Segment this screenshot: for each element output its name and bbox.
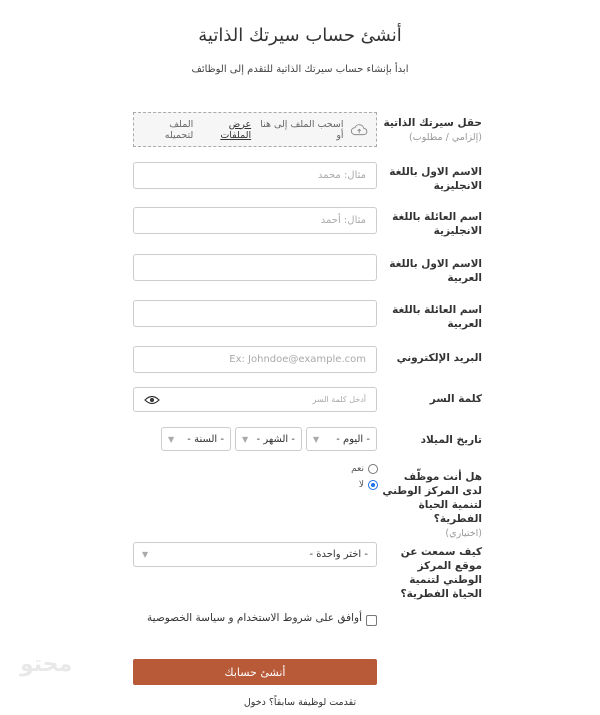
year-select-value: - السنة -: [187, 433, 224, 445]
employee-option-no[interactable]: [359, 480, 378, 490]
first-name-ar-label: الاسم الاول باللغة العربية: [389, 258, 482, 284]
day-select[interactable]: [306, 427, 377, 451]
cv-dropzone[interactable]: [133, 112, 377, 147]
source-select[interactable]: [133, 542, 377, 567]
year-select[interactable]: [161, 427, 231, 451]
terms-label: أوافق على شروط الاستخدام و سياسة الخصوصية: [147, 612, 362, 624]
day-select-value: - اليوم -: [336, 433, 370, 445]
cv-field-label: حقل سيرتك الذاتية (إلزامي / مطلوب): [383, 117, 482, 143]
page-title: أنشئ حساب سيرتك الذاتية: [198, 25, 402, 46]
cv-field-hint: (إلزامي / مطلوب): [409, 132, 482, 143]
first-name-ar-input[interactable]: [133, 254, 377, 281]
radio-no[interactable]: [368, 480, 378, 490]
chevron-down-icon: ▼: [313, 434, 320, 444]
watermark-logo: محتو: [20, 652, 73, 677]
eye-icon[interactable]: [144, 395, 160, 405]
source-select-value: - اختر واحدة -: [309, 549, 368, 560]
browse-files-link[interactable]: عرض الملفات: [220, 118, 252, 141]
last-name-en-input[interactable]: مثال: أحمد: [133, 207, 377, 234]
radio-yes-label: نعم: [351, 464, 364, 474]
employee-option-yes[interactable]: [351, 464, 378, 474]
month-select-value: - الشهر -: [256, 433, 295, 445]
employee-label: هل أنت موظّف لدى المركز الوطني لتنمية الحياة الفطرية؟ (اختياري): [382, 471, 482, 539]
dropzone-text-end: الملف لتحميله: [164, 118, 194, 141]
first-name-en-input[interactable]: مثال: محمد: [133, 162, 377, 189]
radio-yes[interactable]: [368, 464, 378, 474]
email-input[interactable]: [133, 346, 377, 373]
password-placeholder: أدخل كلمة السر: [312, 395, 366, 404]
employee-hint: (اختياري): [445, 528, 482, 539]
last-name-ar-label: اسم العائلة باللغة العربية: [392, 304, 482, 330]
radio-no-label: لا: [358, 480, 364, 490]
chevron-down-icon: ▼: [142, 550, 149, 559]
email-placeholder: Ex: Johndoe@example.com: [229, 354, 366, 365]
email-label: البريد الإلكتروني: [396, 352, 482, 364]
dropzone-text: اسحب الملف إلى هنا أو: [260, 118, 344, 141]
month-select[interactable]: [235, 427, 302, 451]
chevron-down-icon: ▼: [242, 434, 249, 444]
first-name-en-label: الاسم الاول باللغة الانجليزية: [389, 166, 482, 192]
last-name-ar-input[interactable]: [133, 300, 377, 327]
create-account-button[interactable]: أنشئ حسابك: [133, 659, 377, 685]
chevron-down-icon: ▼: [168, 434, 175, 444]
terms-checkbox[interactable]: [366, 615, 377, 626]
page-subtitle: ابدأ بإنشاء حساب سيرتك الذاتية للتقدم إلى الوظائف: [191, 64, 409, 75]
cloud-upload-icon: [350, 122, 368, 138]
login-prompt[interactable]: تقدمت لوظيفة سابقاً؟ دخول: [243, 697, 357, 708]
birthdate-label: تاريخ الميلاد: [420, 434, 482, 446]
source-label: كيف سمعت عن موقع المركز الوطني لتنمية الحياة الفطرية؟: [400, 546, 482, 600]
password-label: كلمة السر: [429, 393, 482, 405]
last-name-en-label: اسم العائلة باللغة الانجليزية: [392, 211, 482, 237]
password-input[interactable]: [133, 387, 377, 412]
